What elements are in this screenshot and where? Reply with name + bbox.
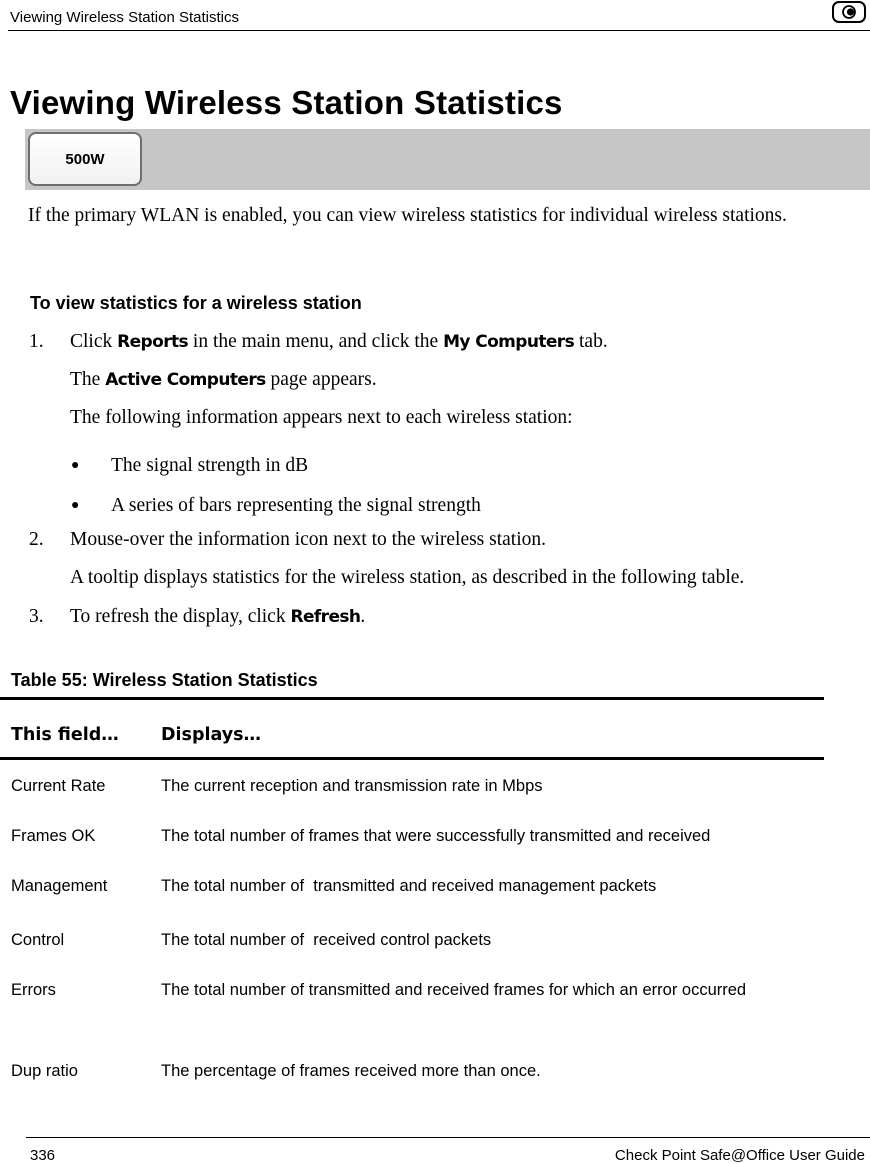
footer-rule	[26, 1137, 870, 1138]
running-header-title: Viewing Wireless Station Statistics	[10, 9, 239, 26]
table-cell-description: The total number of transmitted and received frames for which an error occurred	[161, 981, 747, 999]
header-rule	[8, 30, 870, 31]
table-cell-field: Errors	[11, 981, 56, 999]
product-applicability-bar	[25, 129, 870, 190]
table-top-rule	[0, 697, 824, 700]
step-number: 1.	[29, 331, 44, 352]
ui-active-computers: Active Computers	[105, 370, 266, 390]
bullet-dot: ●	[71, 498, 80, 513]
table-header-displays: Displays…	[161, 725, 262, 745]
safe-at-office-logo-icon	[832, 1, 866, 23]
table-cell-field: Management	[11, 877, 108, 895]
page-number: 336	[30, 1147, 56, 1164]
intro-paragraph: If the primary WLAN is enabled, you can view wireless statistics for individual wireless stations.	[28, 205, 787, 226]
procedure-heading: To view statistics for a wireless station	[30, 293, 362, 313]
bullet-item: The signal strength in dB	[111, 455, 309, 476]
table-cell-description: The total number of frames that were successfully transmitted and received	[161, 827, 711, 845]
table-header-rule	[0, 757, 824, 760]
table-cell-description: The total number of received control packets	[161, 931, 492, 949]
bullet-dot: ●	[71, 458, 80, 473]
step-1-info: The following information appears next to each wireless station:	[70, 407, 573, 428]
step-2-text: Mouse-over the information icon next to the wireless station.	[70, 529, 547, 550]
step-number: 3.	[29, 606, 44, 627]
table-cell-description: The total number of transmitted and received management packets	[161, 877, 657, 895]
table-cell-field: Control	[11, 931, 65, 949]
ui-refresh: Refresh	[290, 607, 361, 627]
table-cell-description: The percentage of frames received more than once.	[161, 1062, 541, 1080]
step-3-text: To refresh the display, click Refresh.	[70, 606, 366, 627]
step-2-result: A tooltip displays statistics for the wireless station, as described in the following table.	[70, 567, 745, 588]
ui-my-computers: My Computers	[443, 332, 575, 352]
table-cell-field: Current Rate	[11, 777, 106, 795]
step-number: 2.	[29, 529, 44, 550]
table-title: Table 55: Wireless Station Statistics	[11, 670, 318, 690]
table-cell-field: Dup ratio	[11, 1062, 78, 1080]
guide-title: Check Point Safe@Office User Guide	[614, 1147, 865, 1164]
bullet-item: A series of bars representing the signal strength	[111, 495, 481, 516]
page-title: Viewing Wireless Station Statistics	[10, 84, 563, 121]
product-badge-500w: 500W	[28, 132, 142, 186]
table-header-field: This field…	[11, 725, 119, 745]
step-1-text: Click Reports in the main menu, and click the My Computers tab.	[70, 331, 608, 352]
table-cell-description: The current reception and transmission rate in Mbps	[161, 777, 543, 795]
table-cell-field: Frames OK	[11, 827, 96, 845]
step-1-result: The Active Computers page appears.	[70, 369, 377, 390]
ui-reports: Reports	[117, 332, 189, 352]
